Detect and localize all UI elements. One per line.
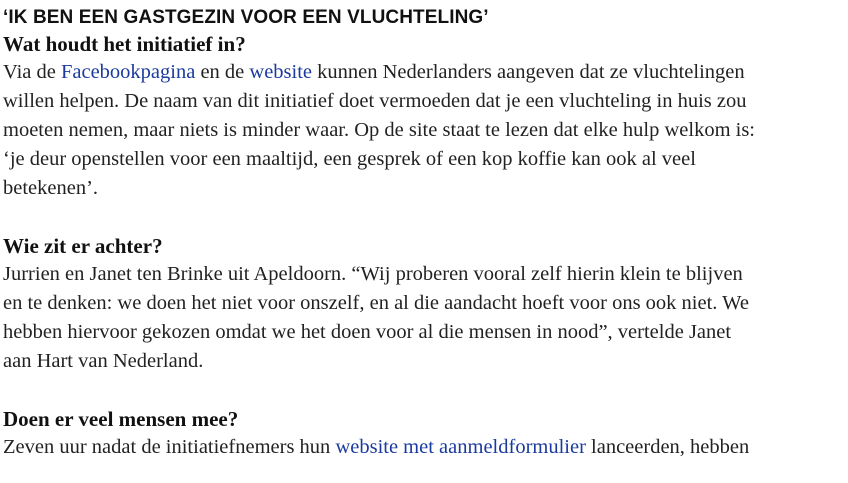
article-title: ‘IK BEN EEN GASTGEZIN VOOR EEN VLUCHTELING’ [3,7,489,28]
text: en de [195,61,250,83]
paragraph-line [3,433,845,462]
signup-form-website-link[interactable]: website met aanmeldformulier [335,436,586,458]
text: lanceerden, hebben [585,436,750,458]
paragraph-line [3,58,845,87]
paragraph-line: en te denken: we doen het niet voor onszelf, en al die aandacht hoeft voor ons ook niet. We [3,292,749,314]
paragraph [3,433,845,462]
paragraph-line: ‘je deur openstellen voor een maaltijd, een gesprek of een kop koffie kan ook al veel [3,148,696,170]
section-heading: Wat houdt het initiatief in? [3,32,246,56]
paragraph [3,260,845,376]
paragraph-line: moeten nemen, maar niets is minder waar. Op de site staat te lezen dat elke hulp welkom is: [3,119,756,141]
section-heading: Doen er veel mensen mee? [3,407,239,431]
facebook-page-link[interactable]: Facebookpagina [60,61,196,83]
paragraph-spacer [3,203,845,232]
paragraph-spacer [3,376,845,405]
paragraph-line: betekenen’. [3,177,99,199]
text: Via de [3,61,61,83]
text: kunnen Nederlanders aangeven dat ze vluchtelingen [312,61,745,83]
paragraph-line: willen helpen. De naam van dit initiatief doet vermoeden dat je een vluchteling in huis zou [3,90,747,112]
article-body [3,6,845,462]
paragraph-line: Jurrien en Janet ten Brinke uit Apeldoorn. “Wij proberen vooral zelf hierin klein te blijven [3,263,743,285]
section-heading: Wie zit er achter? [3,234,163,258]
paragraph-line: hebben hiervoor gekozen omdat we het doen voor al die mensen in nood”, vertelde Janet [3,321,732,343]
paragraph [3,58,845,203]
paragraph-line: aan Hart van Nederland. [3,350,204,372]
website-link[interactable]: website [249,61,313,83]
text: Zeven uur nadat de initiatiefnemers hun [3,436,336,458]
